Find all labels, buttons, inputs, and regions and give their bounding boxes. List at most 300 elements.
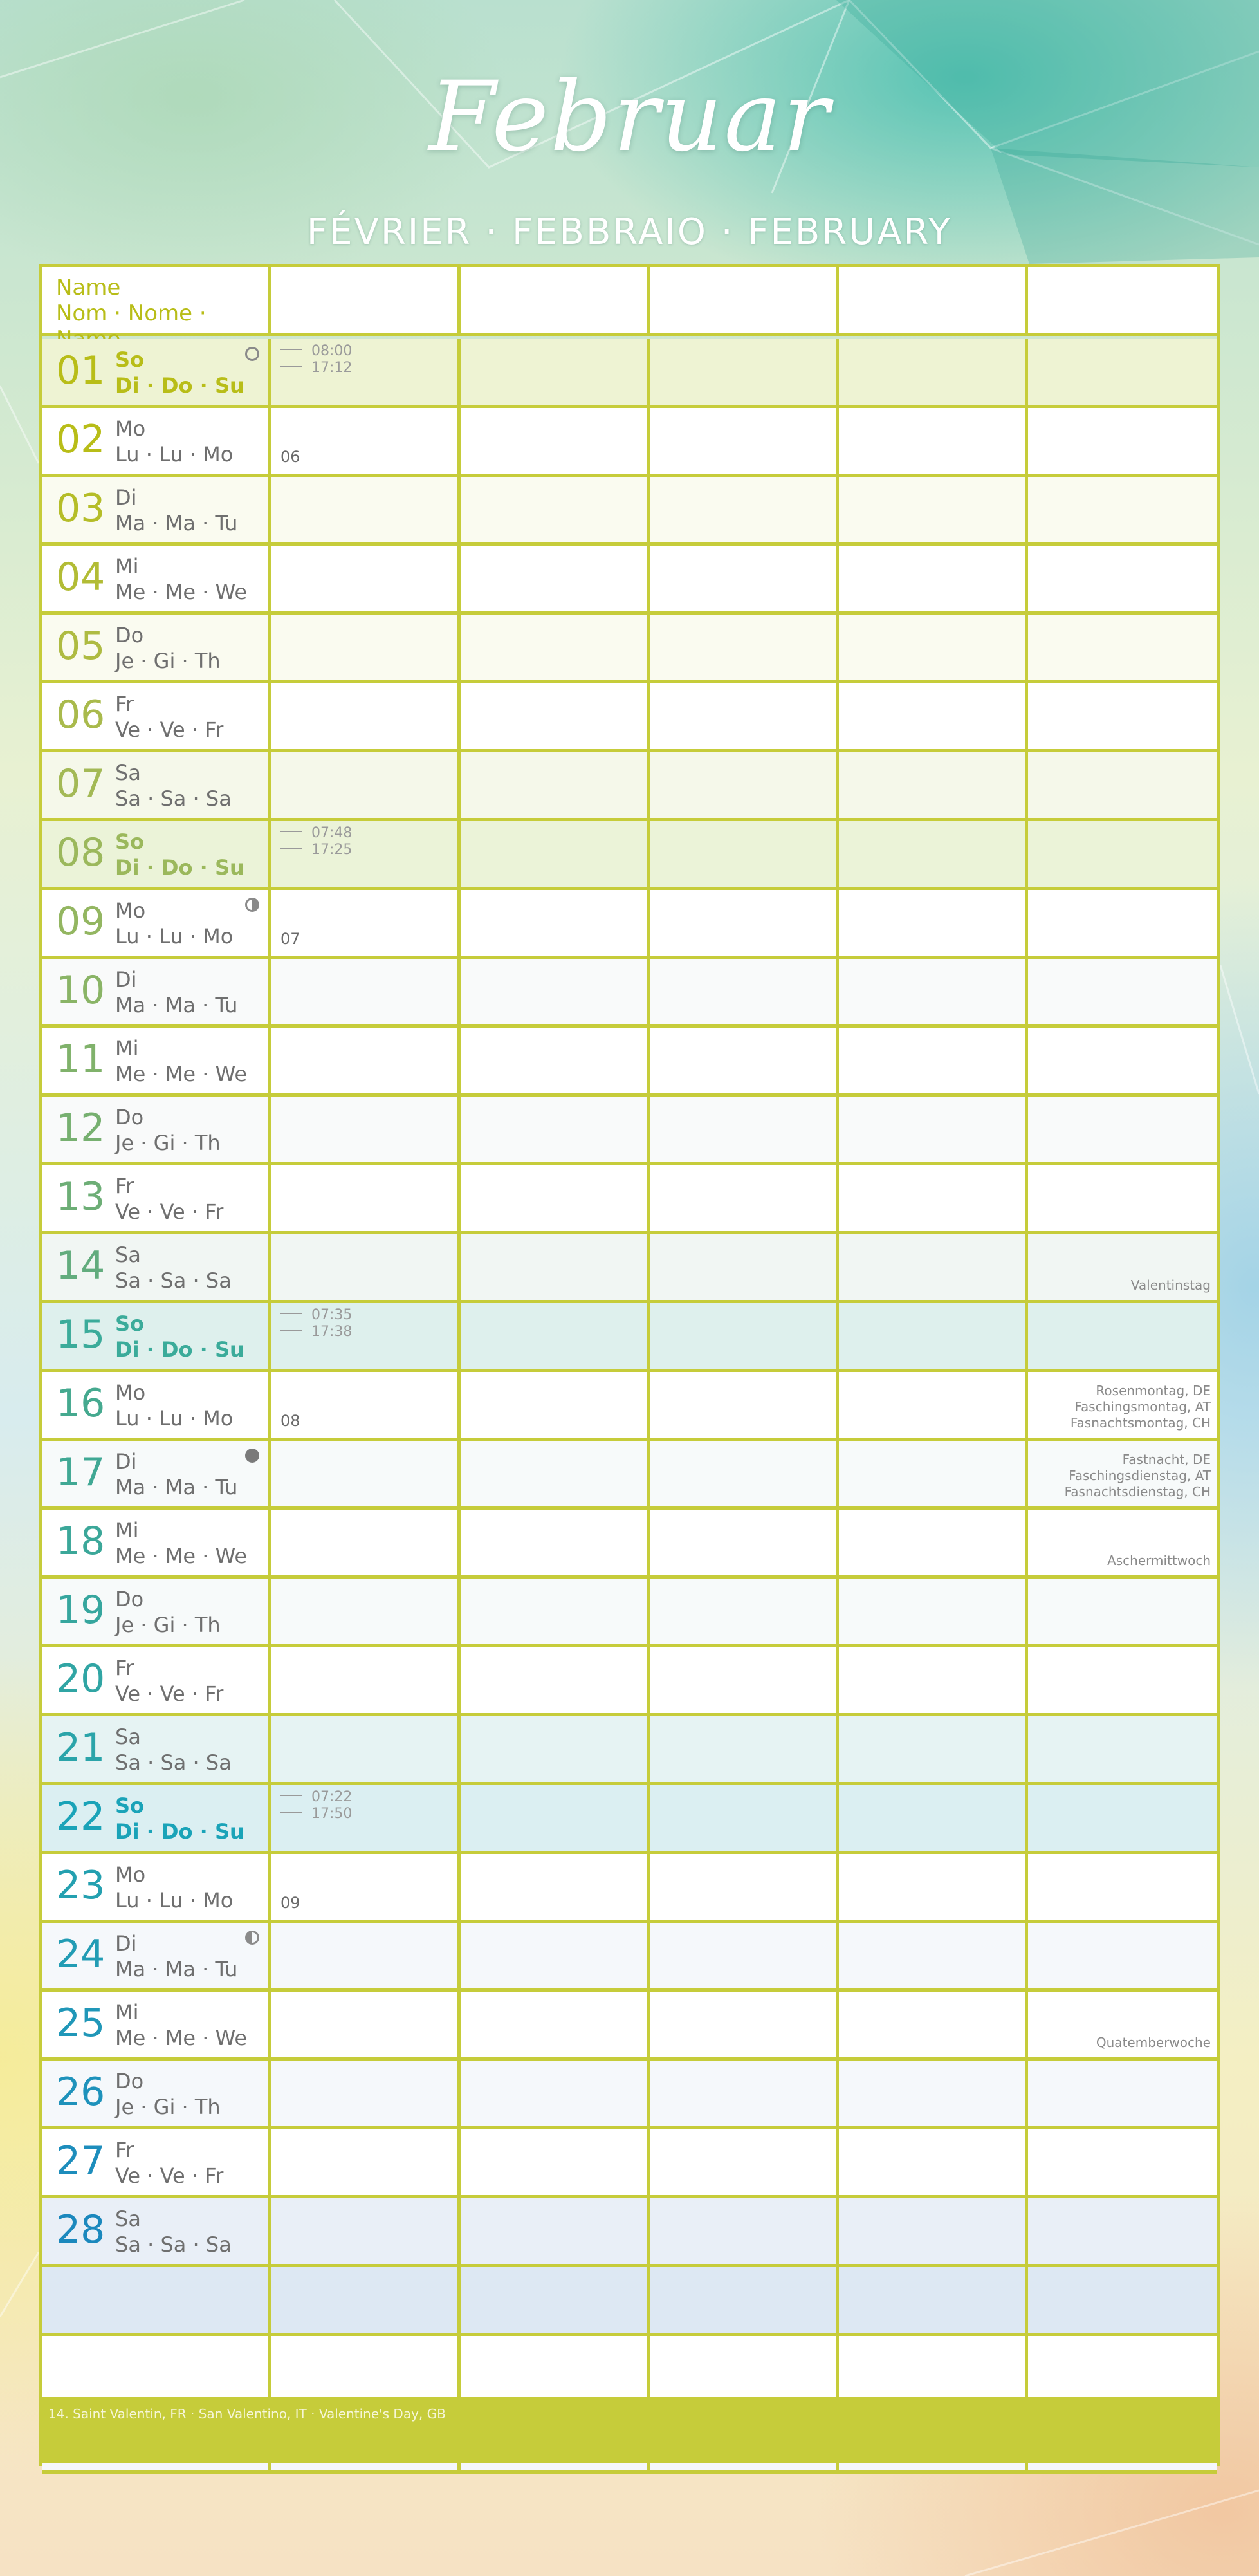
holiday-line: Quatemberwoche xyxy=(1096,2035,1211,2050)
person-cell-5[interactable] xyxy=(1028,821,1217,887)
person-cell-1[interactable] xyxy=(271,959,461,1024)
person-cell-3[interactable] xyxy=(650,959,839,1024)
weekday-international: Je · Gi · Th xyxy=(115,1613,221,1637)
weekday-de: Sa xyxy=(115,761,141,785)
week-number: 06 xyxy=(280,448,300,466)
holiday-line: Rosenmontag, DE xyxy=(1096,1383,1211,1398)
person-cell-4[interactable] xyxy=(839,1097,1028,1162)
day-row xyxy=(42,1234,1217,1303)
day-label-cell xyxy=(42,1028,271,1093)
sunrise-time: 07:48 xyxy=(311,825,353,841)
weekday-international: Sa · Sa · Sa xyxy=(115,1268,232,1293)
person-cell-2[interactable] xyxy=(461,1579,650,1644)
person-cell-1[interactable] xyxy=(271,2267,461,2333)
day-number: 15 xyxy=(56,1312,106,1357)
sunset-icon xyxy=(280,1810,302,1813)
person-cell-4[interactable] xyxy=(839,1441,1028,1506)
person-cell-2[interactable] xyxy=(461,1097,650,1162)
day-label-cell xyxy=(42,1165,271,1231)
person-cell-2[interactable] xyxy=(461,821,650,887)
name-header-line1: Name xyxy=(56,275,121,301)
holiday-line: Faschingsdienstag, AT xyxy=(1069,1468,1211,1483)
day-row xyxy=(42,959,1217,1028)
day-row xyxy=(42,477,1217,546)
person-cell-1[interactable] xyxy=(271,2198,461,2264)
day-label-cell xyxy=(42,1647,271,1713)
week-number: 07 xyxy=(280,930,300,948)
weekday-international: Lu · Lu · Mo xyxy=(115,442,234,467)
person-cell-4[interactable] xyxy=(839,1785,1028,1851)
weekday-de: Mi xyxy=(115,1518,139,1543)
person-cell-1[interactable] xyxy=(271,408,461,474)
person-cell-5[interactable] xyxy=(1028,1028,1217,1093)
person-cell-2[interactable] xyxy=(461,890,650,956)
person-cell-1[interactable] xyxy=(271,1716,461,1782)
week-number: 09 xyxy=(280,1894,300,1912)
person-cell-3[interactable] xyxy=(650,1234,839,1300)
day-row xyxy=(42,1992,1217,2061)
person-cell-1[interactable] xyxy=(271,615,461,680)
name-header-line2: Nom · Nome · xyxy=(56,301,207,326)
holiday-line: Aschermittwoch xyxy=(1107,1553,1211,1568)
person-cell-1[interactable] xyxy=(271,1785,461,1851)
person-cell-2[interactable] xyxy=(461,2129,650,2195)
person-cell-1[interactable] xyxy=(271,2061,461,2126)
person-cell-5[interactable] xyxy=(1028,2267,1217,2333)
person-cell-2[interactable] xyxy=(461,1372,650,1438)
month-subtitle: FÉVRIER · FEBBRAIO · FEBRUARY xyxy=(306,211,953,253)
day-number: 16 xyxy=(56,1381,106,1426)
family-planner-grid xyxy=(39,264,1220,2466)
weekday-international: Je · Gi · Th xyxy=(115,1131,221,1155)
person-cell-2[interactable] xyxy=(461,959,650,1024)
person-cell-2[interactable] xyxy=(461,2336,650,2402)
weekday-de: Mi xyxy=(115,1036,139,1061)
person-cell-5[interactable] xyxy=(1028,2129,1217,2195)
weekday-de: Fr xyxy=(115,1174,134,1198)
day-number: 11 xyxy=(56,1037,106,1082)
footer-bar xyxy=(42,2397,1217,2463)
person-cell-3[interactable] xyxy=(650,890,839,956)
holiday-note xyxy=(1131,1277,1211,1293)
weekday-international: Lu · Lu · Mo xyxy=(115,1888,234,1913)
day-label-cell xyxy=(42,821,271,887)
sunset-time: 17:38 xyxy=(311,1324,353,1340)
day-label-cell xyxy=(42,2061,271,2126)
person-cell-2[interactable] xyxy=(461,546,650,611)
person-cell-3[interactable] xyxy=(650,2267,839,2333)
person-cell-1[interactable] xyxy=(271,477,461,542)
weekday-international: Di · Do · Su xyxy=(115,1337,244,1362)
person-cell-3[interactable] xyxy=(650,1303,839,1369)
blank-row xyxy=(42,2336,1217,2405)
person-cell-3[interactable] xyxy=(650,1372,839,1438)
person-cell-3[interactable] xyxy=(650,1785,839,1851)
person-column-3-header[interactable] xyxy=(650,267,839,333)
person-cell-2[interactable] xyxy=(461,408,650,474)
day-label-cell xyxy=(42,752,271,818)
day-label-cell xyxy=(42,615,271,680)
person-cell-5[interactable] xyxy=(1028,477,1217,542)
person-cell-4[interactable] xyxy=(839,1579,1028,1644)
day-row xyxy=(42,1923,1217,1992)
holiday-line: Fasnachtsmontag, CH xyxy=(1070,1415,1211,1431)
weekday-de: Di xyxy=(115,967,137,992)
sunset-icon xyxy=(280,1328,302,1331)
person-cell-1[interactable] xyxy=(271,1854,461,1920)
day-row xyxy=(42,1028,1217,1097)
person-cell-3[interactable] xyxy=(650,1992,839,2057)
person-cell-2[interactable] xyxy=(461,477,650,542)
blank-label-cell[interactable] xyxy=(42,2267,271,2333)
person-cell-1[interactable] xyxy=(271,2129,461,2195)
weekday-de: So xyxy=(115,347,145,372)
person-cell-4[interactable] xyxy=(839,821,1028,887)
person-cell-1[interactable] xyxy=(271,683,461,749)
person-cell-1[interactable] xyxy=(271,1510,461,1575)
person-cell-3[interactable] xyxy=(650,1716,839,1782)
person-cell-3[interactable] xyxy=(650,821,839,887)
person-cell-1[interactable] xyxy=(271,1992,461,2057)
person-cell-1[interactable] xyxy=(271,821,461,887)
person-cell-4[interactable] xyxy=(839,752,1028,818)
person-cell-5[interactable] xyxy=(1028,752,1217,818)
person-cell-1[interactable] xyxy=(271,546,461,611)
day-row xyxy=(42,1510,1217,1579)
person-cell-3[interactable] xyxy=(650,1028,839,1093)
weekday-de: So xyxy=(115,1793,145,1818)
person-cell-5[interactable] xyxy=(1028,1097,1217,1162)
person-cell-2[interactable] xyxy=(461,752,650,818)
sunrise-time: 07:22 xyxy=(311,1789,353,1805)
holiday-note xyxy=(1065,1452,1211,1500)
weekday-international: Me · Me · We xyxy=(115,580,248,604)
person-cell-3[interactable] xyxy=(650,2129,839,2195)
day-number: 13 xyxy=(56,1174,106,1219)
person-cell-4[interactable] xyxy=(839,546,1028,611)
person-column-2-header[interactable] xyxy=(461,267,650,333)
person-cell-3[interactable] xyxy=(650,339,839,405)
person-cell-1[interactable] xyxy=(271,1647,461,1713)
person-cell-5[interactable] xyxy=(1028,683,1217,749)
day-label-cell xyxy=(42,2198,271,2264)
person-cell-4[interactable] xyxy=(839,683,1028,749)
weekday-international: Ve · Ve · Fr xyxy=(115,1682,224,1706)
person-cell-4[interactable] xyxy=(839,1165,1028,1231)
day-number: 10 xyxy=(56,968,106,1013)
person-cell-5[interactable] xyxy=(1028,1785,1217,1851)
person-cell-5[interactable] xyxy=(1028,1716,1217,1782)
person-cell-3[interactable] xyxy=(650,752,839,818)
weekday-international: Me · Me · We xyxy=(115,1062,248,1086)
holiday-line: Faschingsmontag, AT xyxy=(1074,1399,1211,1414)
weekday-international: Je · Gi · Th xyxy=(115,2095,221,2119)
person-cell-2[interactable] xyxy=(461,1028,650,1093)
weekday-international: Me · Me · We xyxy=(115,2026,248,2050)
day-label-cell xyxy=(42,890,271,956)
day-number: 27 xyxy=(56,2138,106,2183)
sunset-time: 17:12 xyxy=(311,360,353,376)
person-cell-5[interactable] xyxy=(1028,2198,1217,2264)
person-cell-5[interactable] xyxy=(1028,1923,1217,1988)
day-row xyxy=(42,821,1217,890)
name-header-row xyxy=(42,267,1217,336)
day-label-cell xyxy=(42,1097,271,1162)
person-cell-5[interactable] xyxy=(1028,1234,1217,1300)
person-cell-4[interactable] xyxy=(839,339,1028,405)
day-row xyxy=(42,2129,1217,2198)
sun-times xyxy=(280,825,352,858)
day-label-cell xyxy=(42,1441,271,1506)
person-cell-1[interactable] xyxy=(271,1028,461,1093)
moon-phase-icon xyxy=(245,898,259,912)
person-cell-3[interactable] xyxy=(650,2198,839,2264)
day-label-cell xyxy=(42,1923,271,1988)
person-cell-5[interactable] xyxy=(1028,339,1217,405)
person-cell-5[interactable] xyxy=(1028,2336,1217,2402)
name-header-cell xyxy=(42,267,271,333)
person-cell-3[interactable] xyxy=(650,1510,839,1575)
person-cell-1[interactable] xyxy=(271,1923,461,1988)
person-cell-3[interactable] xyxy=(650,1854,839,1920)
day-row xyxy=(42,1785,1217,1854)
calendar-header xyxy=(0,0,1259,264)
day-number: 04 xyxy=(56,555,106,600)
day-number: 28 xyxy=(56,2207,106,2252)
person-cell-5[interactable] xyxy=(1028,546,1217,611)
person-cell-5[interactable] xyxy=(1028,408,1217,474)
weekday-international: Ma · Ma · Tu xyxy=(115,511,238,535)
person-cell-4[interactable] xyxy=(839,1992,1028,2057)
day-row xyxy=(42,1716,1217,1785)
person-cell-5[interactable] xyxy=(1028,1647,1217,1713)
person-cell-1[interactable] xyxy=(271,1097,461,1162)
person-cell-1[interactable] xyxy=(271,1372,461,1438)
sun-times xyxy=(280,1307,352,1340)
day-row xyxy=(42,1303,1217,1372)
person-cell-4[interactable] xyxy=(839,408,1028,474)
person-cell-1[interactable] xyxy=(271,1579,461,1644)
day-number: 20 xyxy=(56,1656,106,1701)
person-cell-4[interactable] xyxy=(839,1303,1028,1369)
person-cell-5[interactable] xyxy=(1028,615,1217,680)
sunset-time: 17:25 xyxy=(311,842,353,858)
person-cell-4[interactable] xyxy=(839,890,1028,956)
day-label-cell xyxy=(42,408,271,474)
holiday-line: Fasnachtsdienstag, CH xyxy=(1064,1484,1211,1499)
person-cell-3[interactable] xyxy=(650,1097,839,1162)
day-number: 05 xyxy=(56,624,106,669)
blank-row xyxy=(42,2267,1217,2336)
day-row xyxy=(42,2198,1217,2267)
person-cell-5[interactable] xyxy=(1028,1992,1217,2057)
weekday-de: Di xyxy=(115,485,137,510)
person-cell-5[interactable] xyxy=(1028,1510,1217,1575)
day-row xyxy=(42,1165,1217,1234)
weekday-de: Sa xyxy=(115,2207,141,2231)
weekday-de: Sa xyxy=(115,1243,141,1267)
holiday-note xyxy=(1071,1383,1211,1431)
person-cell-2[interactable] xyxy=(461,2198,650,2264)
person-column-5-header[interactable] xyxy=(1028,267,1217,333)
person-cell-2[interactable] xyxy=(461,1785,650,1851)
person-cell-2[interactable] xyxy=(461,615,650,680)
person-cell-5[interactable] xyxy=(1028,1372,1217,1438)
moon-phase-icon xyxy=(245,347,259,361)
weekday-de: Fr xyxy=(115,2138,134,2162)
person-cell-5[interactable] xyxy=(1028,1854,1217,1920)
weekday-de: Sa xyxy=(115,1725,141,1749)
person-cell-3[interactable] xyxy=(650,1923,839,1988)
person-cell-2[interactable] xyxy=(461,1716,650,1782)
person-cell-3[interactable] xyxy=(650,477,839,542)
holiday-line: Valentinstag xyxy=(1130,1277,1211,1293)
weekday-de: Do xyxy=(115,1587,144,1611)
person-cell-2[interactable] xyxy=(461,1165,650,1231)
person-cell-4[interactable] xyxy=(839,1923,1028,1988)
person-cell-3[interactable] xyxy=(650,1441,839,1506)
day-number: 17 xyxy=(56,1450,106,1495)
person-cell-4[interactable] xyxy=(839,1028,1028,1093)
weekday-international: Ve · Ve · Fr xyxy=(115,718,224,742)
person-cell-2[interactable] xyxy=(461,339,650,405)
person-cell-2[interactable] xyxy=(461,1303,650,1369)
weekday-de: Mo xyxy=(115,1380,146,1405)
person-cell-5[interactable] xyxy=(1028,1303,1217,1369)
weekday-de: Di xyxy=(115,1931,137,1956)
person-cell-4[interactable] xyxy=(839,1716,1028,1782)
person-cell-1[interactable] xyxy=(271,1165,461,1231)
person-cell-4[interactable] xyxy=(839,959,1028,1024)
person-cell-1[interactable] xyxy=(271,1234,461,1300)
weekday-de: Di xyxy=(115,1449,137,1474)
person-cell-2[interactable] xyxy=(461,1510,650,1575)
person-cell-2[interactable] xyxy=(461,2061,650,2126)
day-label-cell xyxy=(42,959,271,1024)
person-cell-4[interactable] xyxy=(839,1854,1028,1920)
weekday-international: Di · Do · Su xyxy=(115,855,244,880)
day-label-cell xyxy=(42,1303,271,1369)
person-column-1-header[interactable] xyxy=(271,267,461,333)
person-cell-3[interactable] xyxy=(650,408,839,474)
person-cell-2[interactable] xyxy=(461,1647,650,1713)
person-cell-3[interactable] xyxy=(650,1579,839,1644)
weekday-international: Sa · Sa · Sa xyxy=(115,2232,232,2257)
person-cell-2[interactable] xyxy=(461,1923,650,1988)
moon-phase-icon xyxy=(245,1449,259,1463)
person-cell-1[interactable] xyxy=(271,1303,461,1369)
day-row xyxy=(42,408,1217,477)
person-cell-3[interactable] xyxy=(650,1647,839,1713)
person-cell-2[interactable] xyxy=(461,2267,650,2333)
weekday-international: Lu · Lu · Mo xyxy=(115,924,234,949)
person-cell-5[interactable] xyxy=(1028,1441,1217,1506)
weekday-de: Do xyxy=(115,1105,144,1129)
person-cell-3[interactable] xyxy=(650,1165,839,1231)
person-cell-5[interactable] xyxy=(1028,959,1217,1024)
weekday-international: Ma · Ma · Tu xyxy=(115,993,238,1017)
person-cell-3[interactable] xyxy=(650,615,839,680)
person-cell-3[interactable] xyxy=(650,546,839,611)
day-number: 19 xyxy=(56,1588,106,1633)
person-cell-4[interactable] xyxy=(839,477,1028,542)
sunset-icon xyxy=(280,846,302,849)
person-cell-2[interactable] xyxy=(461,683,650,749)
day-label-cell xyxy=(42,1234,271,1300)
holiday-line: Fastnacht, DE xyxy=(1122,1452,1211,1467)
person-cell-5[interactable] xyxy=(1028,1579,1217,1644)
day-row xyxy=(42,1579,1217,1647)
weekday-international: Lu · Lu · Mo xyxy=(115,1406,234,1431)
person-cell-4[interactable] xyxy=(839,2198,1028,2264)
week-number: 08 xyxy=(280,1412,300,1430)
day-row xyxy=(42,339,1217,408)
person-cell-1[interactable] xyxy=(271,890,461,956)
person-cell-4[interactable] xyxy=(839,2267,1028,2333)
person-cell-4[interactable] xyxy=(839,2061,1028,2126)
sunrise-icon xyxy=(280,1311,302,1314)
person-cell-5[interactable] xyxy=(1028,1165,1217,1231)
person-cell-1[interactable] xyxy=(271,2336,461,2402)
day-number: 08 xyxy=(56,830,106,875)
day-number: 22 xyxy=(56,1794,106,1839)
day-number: 23 xyxy=(56,1863,106,1908)
person-cell-1[interactable] xyxy=(271,1441,461,1506)
person-cell-2[interactable] xyxy=(461,1441,650,1506)
person-cell-3[interactable] xyxy=(650,2336,839,2402)
sun-times xyxy=(280,1789,352,1822)
blank-label-cell[interactable] xyxy=(42,2336,271,2402)
person-cell-1[interactable] xyxy=(271,752,461,818)
person-cell-4[interactable] xyxy=(839,2129,1028,2195)
person-cell-2[interactable] xyxy=(461,1234,650,1300)
sunrise-time: 07:35 xyxy=(311,1307,353,1323)
person-cell-4[interactable] xyxy=(839,1510,1028,1575)
weekday-de: Fr xyxy=(115,692,134,716)
person-cell-5[interactable] xyxy=(1028,2061,1217,2126)
person-cell-3[interactable] xyxy=(650,2061,839,2126)
person-cell-4[interactable] xyxy=(839,615,1028,680)
sunset-icon xyxy=(280,364,302,367)
day-row xyxy=(42,615,1217,683)
day-label-cell xyxy=(42,1372,271,1438)
person-cell-3[interactable] xyxy=(650,683,839,749)
person-cell-4[interactable] xyxy=(839,1372,1028,1438)
person-column-4-header[interactable] xyxy=(839,267,1028,333)
day-row xyxy=(42,1097,1217,1165)
day-label-cell xyxy=(42,1992,271,2057)
weekday-international: Ve · Ve · Fr xyxy=(115,2164,224,2188)
day-number: 07 xyxy=(56,761,106,806)
person-cell-4[interactable] xyxy=(839,1234,1028,1300)
person-cell-1[interactable] xyxy=(271,339,461,405)
person-cell-2[interactable] xyxy=(461,1854,650,1920)
day-number: 09 xyxy=(56,899,106,944)
weekday-de: Do xyxy=(115,623,144,647)
weekday-de: So xyxy=(115,829,145,854)
day-number: 06 xyxy=(56,692,106,737)
weekday-international: Ve · Ve · Fr xyxy=(115,1200,224,1224)
weekday-de: Mi xyxy=(115,2000,139,2025)
day-label-cell xyxy=(42,1785,271,1851)
person-cell-5[interactable] xyxy=(1028,890,1217,956)
person-cell-2[interactable] xyxy=(461,1992,650,2057)
day-number: 25 xyxy=(56,2001,106,2046)
person-cell-4[interactable] xyxy=(839,2336,1028,2402)
person-cell-4[interactable] xyxy=(839,1647,1028,1713)
footer-holiday-note: 14. Saint Valentin, FR · San Valentino, IT · Valentine's Day, GB xyxy=(48,2406,446,2422)
day-row xyxy=(42,2061,1217,2129)
